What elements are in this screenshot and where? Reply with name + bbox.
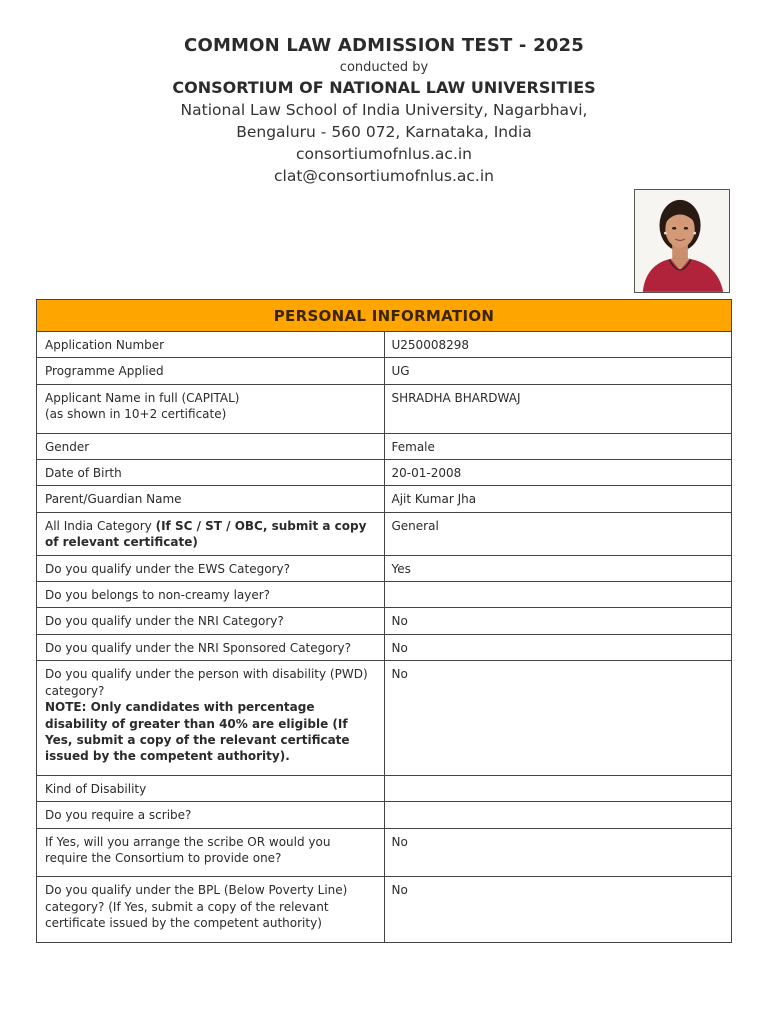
- table-row: [37, 877, 732, 942]
- table-row: [37, 512, 732, 555]
- row-value: Yes: [384, 555, 732, 581]
- row-value: General: [384, 512, 732, 555]
- table-row: [37, 608, 732, 634]
- row-label: Do you belongs to non-creamy layer?: [37, 582, 385, 608]
- table-row: [37, 828, 732, 877]
- row-value: No: [384, 877, 732, 942]
- row-value: 20-01-2008: [384, 460, 732, 486]
- address-line-2: Bengaluru - 560 072, Karnataka, India: [236, 123, 532, 141]
- row-label: Parent/Guardian Name: [37, 486, 385, 512]
- row-label: [37, 384, 385, 433]
- personal-information-table: [36, 299, 732, 943]
- row-label: [37, 512, 385, 555]
- table-row: [37, 358, 732, 384]
- row-value: No: [384, 608, 732, 634]
- conducted-by-text: conducted by: [339, 60, 429, 75]
- row-label: Do you require a scribe?: [37, 802, 385, 828]
- website-link[interactable]: consortiumofnlus.ac.in: [295, 145, 473, 163]
- row-label: Gender: [37, 433, 385, 459]
- table-row: [37, 802, 732, 828]
- row-label-line2: (as shown in 10+2 certificate): [45, 407, 227, 422]
- table-row: [37, 384, 732, 433]
- table-row: [37, 582, 732, 608]
- row-value: Female: [384, 433, 732, 459]
- address-line-1: National Law School of India University, Nagarbhavi,: [180, 101, 588, 119]
- email-link[interactable]: clat@consortiumofnlus.ac.in: [274, 167, 494, 185]
- row-label: Application Number: [37, 332, 385, 358]
- row-label-line1: Applicant Name in full (CAPITAL): [45, 390, 240, 405]
- table-row: [37, 775, 732, 801]
- row-value: [384, 802, 732, 828]
- table-row: [37, 555, 732, 581]
- table-row: [37, 634, 732, 660]
- row-value: U250008298: [384, 332, 732, 358]
- row-label-text: Do you qualify under the person with disability (PWD) category?: [45, 667, 368, 698]
- row-value: UG: [384, 358, 732, 384]
- row-value: [384, 582, 732, 608]
- row-value: SHRADHA BHARDWAJ: [384, 384, 732, 433]
- row-label: Do you qualify under the NRI Sponsored Category?: [37, 634, 385, 660]
- row-label: Date of Birth: [37, 460, 385, 486]
- row-label-note: (If SC / ST / OBC, submit a copy of relevant certificate): [45, 518, 367, 550]
- row-label: Do you qualify under the BPL (Below Poverty Line) category? (If Yes, submit a copy of the relevant certificate issued by the competent authority): [37, 877, 385, 942]
- row-label: Kind of Disability: [37, 775, 385, 801]
- row-value: No: [384, 634, 732, 660]
- row-label: Do you qualify under the NRI Category?: [37, 608, 385, 634]
- table-row: [37, 332, 732, 358]
- document-header: [0, 34, 768, 187]
- row-label: If Yes, will you arrange the scribe OR would you require the Consortium to provide one?: [37, 828, 385, 877]
- applicant-photo: [634, 189, 730, 293]
- row-value: No: [384, 828, 732, 877]
- applicant-photo-image: [635, 190, 729, 292]
- row-label-note: NOTE: Only candidates with percentage disability of greater than 40% are eligible (If Yes, submit a copy of the relevant certificate issued by the competent authority).: [45, 700, 350, 764]
- table-row: [37, 661, 732, 775]
- row-value: [384, 775, 732, 801]
- table-row: [37, 433, 732, 459]
- exam-title: COMMON LAW ADMISSION TEST - 2025: [184, 35, 584, 56]
- table-row: [37, 460, 732, 486]
- row-label: Do you qualify under the EWS Category?: [37, 555, 385, 581]
- organization-name: CONSORTIUM OF NATIONAL LAW UNIVERSITIES: [172, 78, 596, 97]
- row-value: No: [384, 661, 732, 775]
- row-label: Programme Applied: [37, 358, 385, 384]
- table-row: [37, 486, 732, 512]
- row-value: Ajit Kumar Jha: [384, 486, 732, 512]
- row-label-text: All India Category: [45, 518, 156, 533]
- section-title: PERSONAL INFORMATION: [37, 300, 732, 332]
- row-label: [37, 661, 385, 775]
